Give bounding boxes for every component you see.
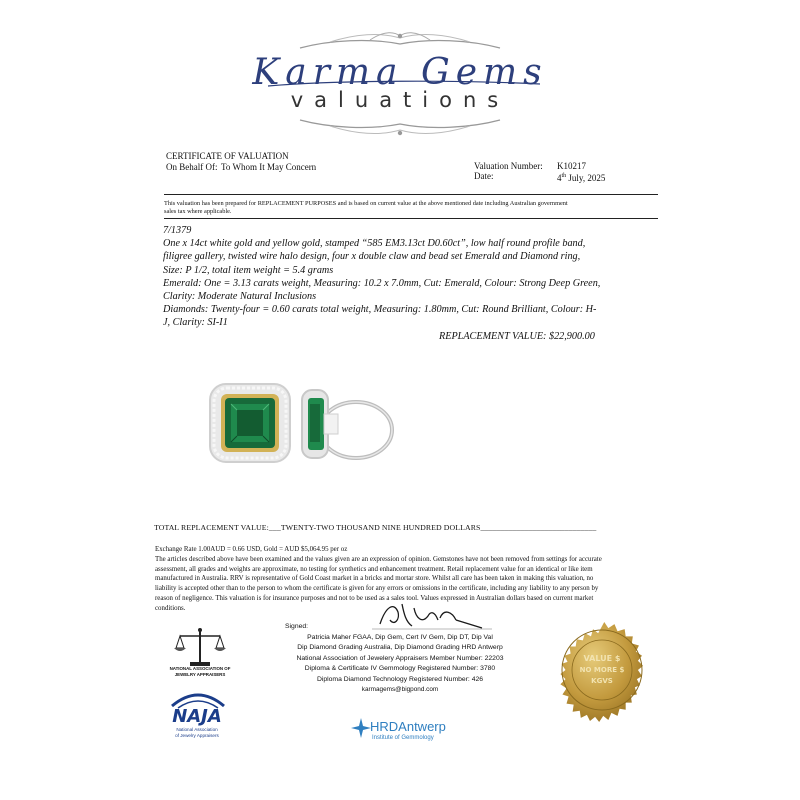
- ring-side-image: [296, 384, 400, 466]
- brand-script-text: Karma Gems: [252, 52, 548, 93]
- divider-mid: [164, 218, 658, 219]
- signature-graphic: [372, 598, 492, 632]
- behalf-label: On Behalf Of:: [166, 162, 218, 172]
- brand-sub-text: valuations: [290, 88, 510, 112]
- item-desc-line: Emerald: One = 3.13 carats weight, Measuring: 10.2 x 7.0mm, Cut: Emerald, Colour: Strong Deep Green,: [163, 277, 601, 289]
- gold-seal: [538, 610, 664, 736]
- divider-top: [164, 194, 658, 195]
- certificate-title: CERTIFICATE OF VALUATION: [166, 151, 289, 161]
- item-desc-line: J, Clarity: SI-I1: [163, 317, 228, 329]
- purpose-statement: This valuation has been prepared for REPLACEMENT PURPOSES and is based on current value at the above mentioned date including Australian government sales tax where applicable.: [164, 200, 568, 215]
- exchange-rate: Exchange Rate 1.00AUD = 0.66 USD, Gold = AUD $5,064.95 per oz: [155, 546, 348, 553]
- valuation-number-value: K10217: [557, 161, 586, 171]
- date-label: Date:: [474, 171, 494, 181]
- seal-text-3: KGVS: [591, 677, 613, 685]
- hrd-title: HRDAntwerp: [370, 719, 446, 734]
- item-desc-line: One x 14ct white gold and yellow gold, stamped “585 EM3.13ct D0.60ct”, low half round profile band,: [163, 238, 586, 250]
- scales-of-justice-icon: [172, 626, 228, 670]
- item-desc-line: Size: P 1/2, total item weight = 5.4 grams: [163, 264, 334, 276]
- naja-caption: NATIONAL ASSOCIATION OF JEWELRY APPRAISERS: [169, 666, 231, 677]
- signed-label: Signed:: [285, 623, 309, 630]
- disclaimer-block: Exchange Rate 1.00AUD = 0.66 USD, Gold = AUD $5,064.95 per oz The articles described above have been examined and the values given are an expression of opinion. Gemstones have not been removed from settings for accurate assessment, all grades and weights are approximate, no testing for synthetics and enhancement treatment. Retail replacement value for an identical or like item manufactured in Australia. RRV is representative of Gold Coast market in a bricks and mortar store. Whilst all care has been taken in making this valuation, no liability is accepted other than to the person to whom the certificate is given for any errors or omissions in the certificate, including any liability to any person by reason of negligence. This valuation is for insurance purposes and not to be used as a sales tool. Values expressed in Australian dollars based on current market conditions.: [155, 545, 654, 614]
- contact-email: karmagems@bigpond.com: [361, 686, 439, 694]
- item-desc-line: Clarity: Moderate Natural Inclusions: [163, 291, 317, 303]
- behalf-value: To Whom It May Concern: [221, 162, 317, 172]
- total-replacement-line: TOTAL REPLACEMENT VALUE:___TWENTY-TWO THOUSAND NINE HUNDRED DOLLARS_____________________________: [154, 523, 597, 532]
- hrd-subtitle: Institute of Gemmology: [372, 735, 434, 741]
- valuation-number-label: Valuation Number:: [474, 161, 543, 171]
- appraiser-credentials: Patricia Maher FGAA, Dip Gem, Cert IV Gem, Dip DT, Dip Val Dip Diamond Grading Australia, Dip Diamond Grading HRD Antwerp National Association of Jewelery Appraisers Member Number: 22203 Diploma & Certificate IV Gemmology Registered Number: 3780 Diploma Diamond Technology Registered Number: 426 karmagems@bigpond.com: [262, 633, 538, 695]
- item-desc-line: filigree gallery, twisted wire halo design, four x double claw and bead set Emerald and Diamond ring,: [163, 251, 581, 263]
- item-description: [163, 224, 663, 330]
- hrd-star-icon: [350, 717, 372, 739]
- ring-front-image: [200, 380, 300, 466]
- naja-word: NAJA: [172, 706, 222, 727]
- brand-logo: [0, 0, 800, 150]
- item-desc-line: Diamonds: Twenty-four = 0.60 carats total weight, Measuring: 1.80mm, Cut: Round Brilliant, Colour: H-: [163, 304, 597, 316]
- total-label: TOTAL REPLACEMENT VALUE:___: [154, 523, 281, 532]
- seal-text-2: NO MORE $: [579, 666, 625, 674]
- date-value: 4th July, 2025: [557, 173, 606, 183]
- replacement-value: REPLACEMENT VALUE: $22,900.00: [439, 331, 595, 342]
- seal-text-1: VALUE $: [583, 654, 621, 663]
- item-ref: 7/1379: [163, 225, 192, 236]
- naja-subtitle: National Association of Jewelry Appraisers: [175, 727, 219, 738]
- total-value: TWENTY-TWO THOUSAND NINE HUNDRED DOLLARS: [280, 523, 481, 532]
